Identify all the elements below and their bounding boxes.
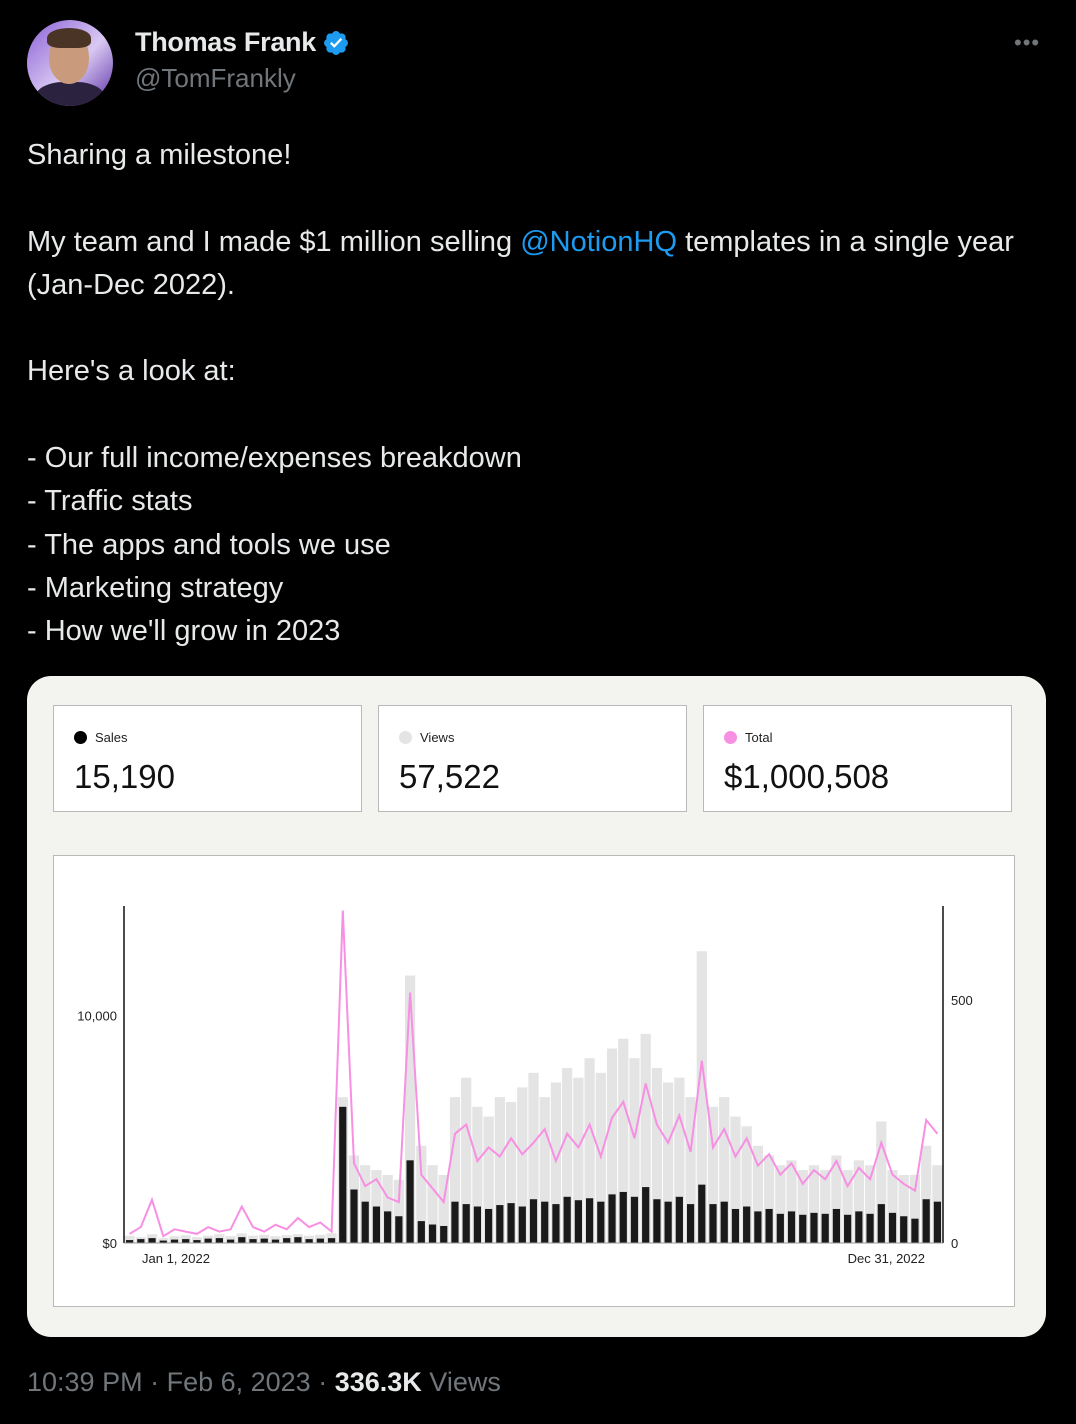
sales-bar — [698, 1185, 705, 1243]
author-handle[interactable]: @TomFrankly — [135, 63, 296, 93]
sales-bar — [395, 1216, 402, 1243]
sales-bar — [799, 1215, 806, 1243]
sales-bar — [923, 1199, 930, 1243]
total-legend-dot — [724, 731, 737, 744]
sales-bar — [451, 1202, 458, 1243]
sales-bar — [900, 1216, 907, 1243]
sales-bar — [889, 1213, 896, 1243]
sales-bar — [810, 1213, 817, 1243]
separator: · — [310, 1367, 335, 1397]
tweet-time[interactable]: 10:39 PM — [27, 1367, 143, 1397]
sales-bar — [171, 1240, 178, 1243]
tweet-meta — [27, 1367, 501, 1398]
sales-bar — [597, 1202, 604, 1243]
views-label: Views — [429, 1367, 501, 1397]
sales-bar — [777, 1214, 784, 1243]
stat-value: 57,522 — [399, 758, 500, 795]
sales-bar — [384, 1211, 391, 1243]
sales-bar — [754, 1211, 761, 1243]
x-end-label: Dec 31, 2022 — [847, 1251, 925, 1266]
sales-bar — [216, 1238, 223, 1243]
tweet-line: Here's a look at: — [27, 355, 236, 388]
sales-chart — [54, 856, 1014, 1306]
sales-bar — [429, 1225, 436, 1243]
sales-bar — [283, 1238, 290, 1243]
more-options-icon[interactable]: ••• — [1014, 30, 1041, 55]
sales-bar — [507, 1203, 514, 1243]
sales-bar — [485, 1209, 492, 1243]
stat-label: Sales — [95, 730, 128, 745]
stat-label: Total — [745, 730, 773, 745]
sales-bar — [350, 1190, 357, 1243]
stat-value: 15,190 — [74, 758, 175, 795]
sales-bar — [249, 1239, 256, 1243]
sales-bar — [866, 1214, 873, 1243]
sales-bar — [328, 1238, 335, 1243]
sales-bar — [709, 1204, 716, 1243]
sales-bar — [362, 1202, 369, 1243]
author-name-text: Thomas Frank — [135, 27, 316, 57]
tweet-line — [27, 221, 1057, 308]
tweet-date[interactable]: Feb 6, 2023 — [166, 1367, 311, 1397]
media-image[interactable] — [27, 676, 1046, 1337]
sales-legend-dot — [74, 731, 87, 744]
sales-bar — [440, 1226, 447, 1243]
sales-bar — [496, 1205, 503, 1243]
sales-bar — [519, 1207, 526, 1243]
sales-bar — [934, 1202, 941, 1243]
sales-bar — [317, 1239, 324, 1243]
blank-line — [27, 307, 1057, 350]
sales-bar — [261, 1239, 268, 1243]
views-legend-dot — [399, 731, 412, 744]
sales-bar — [474, 1207, 481, 1243]
sales-bar — [911, 1219, 918, 1243]
avatar-hair — [47, 28, 91, 48]
sales-bar — [306, 1239, 313, 1243]
stat-views — [378, 705, 687, 812]
sales-bar — [182, 1239, 189, 1243]
right-tick-label: 500 — [951, 992, 973, 1008]
sales-bar — [137, 1239, 144, 1243]
sales-bar — [608, 1194, 615, 1243]
separator: · — [142, 1367, 167, 1397]
left-tick-label: $0 — [102, 1236, 117, 1251]
sales-bar — [665, 1202, 672, 1243]
sales-bar — [238, 1237, 245, 1243]
blank-line — [27, 394, 1057, 437]
tweet-text-segment: My team and I made $1 million selling — [27, 225, 521, 258]
sales-bar — [721, 1202, 728, 1243]
tweet-text — [27, 134, 1057, 654]
bullet-item: - Our full income/expenses breakdown — [27, 442, 522, 475]
left-tick-label: 10,000 — [77, 1008, 117, 1024]
stat-sales — [53, 705, 362, 812]
sales-bar — [575, 1200, 582, 1243]
sales-bar — [642, 1187, 649, 1243]
sales-bar — [373, 1207, 380, 1243]
sales-bar — [788, 1211, 795, 1243]
sales-bar — [732, 1209, 739, 1243]
sales-bar — [339, 1107, 346, 1243]
bullet-item: - Marketing strategy — [27, 571, 284, 604]
sales-bar — [406, 1160, 413, 1243]
sales-bar — [855, 1211, 862, 1243]
stat-value: $1,000,508 — [724, 758, 890, 795]
tweet-text-segment: templates in a single year (Jan-Dec 2022). — [27, 225, 1014, 301]
sales-bar — [552, 1204, 559, 1243]
stat-total — [703, 705, 1012, 812]
chart-panel — [53, 855, 1015, 1307]
sales-bar — [541, 1202, 548, 1243]
sales-bar — [294, 1237, 301, 1243]
blank-line — [27, 177, 1057, 220]
sales-bar — [844, 1215, 851, 1243]
views-count: 336.3K — [334, 1367, 422, 1397]
bullet-item: - How we'll grow in 2023 — [27, 615, 341, 648]
sales-bar — [227, 1240, 234, 1243]
sales-bar — [586, 1198, 593, 1243]
sales-bar — [463, 1204, 470, 1243]
sales-bar — [676, 1197, 683, 1243]
avatar[interactable] — [27, 20, 113, 106]
right-tick-label: 0 — [951, 1236, 959, 1251]
stat-label: Views — [420, 730, 455, 745]
tweet-line: Sharing a milestone! — [27, 139, 292, 171]
sales-bar — [148, 1238, 155, 1243]
sales-bar — [272, 1240, 279, 1243]
sales-bar — [743, 1207, 750, 1243]
sales-bar — [631, 1197, 638, 1243]
bullet-item: - Traffic stats — [27, 485, 193, 518]
sales-bar — [833, 1209, 840, 1243]
sales-bar — [205, 1239, 212, 1243]
sales-bar — [687, 1204, 694, 1243]
sales-bar — [620, 1192, 627, 1243]
verified-badge-icon — [322, 29, 350, 57]
sales-bar — [564, 1197, 571, 1243]
x-start-label: Jan 1, 2022 — [142, 1251, 210, 1266]
sales-bar — [822, 1214, 829, 1243]
sales-bar — [878, 1204, 885, 1243]
sales-bar — [653, 1199, 660, 1243]
mention-link[interactable]: @NotionHQ — [520, 225, 678, 258]
avatar-body — [35, 82, 105, 106]
author-name[interactable] — [135, 27, 350, 58]
bullet-item: - The apps and tools we use — [27, 528, 391, 561]
sales-bar — [418, 1221, 425, 1243]
sales-bar — [765, 1209, 772, 1243]
sales-bar — [530, 1199, 537, 1243]
